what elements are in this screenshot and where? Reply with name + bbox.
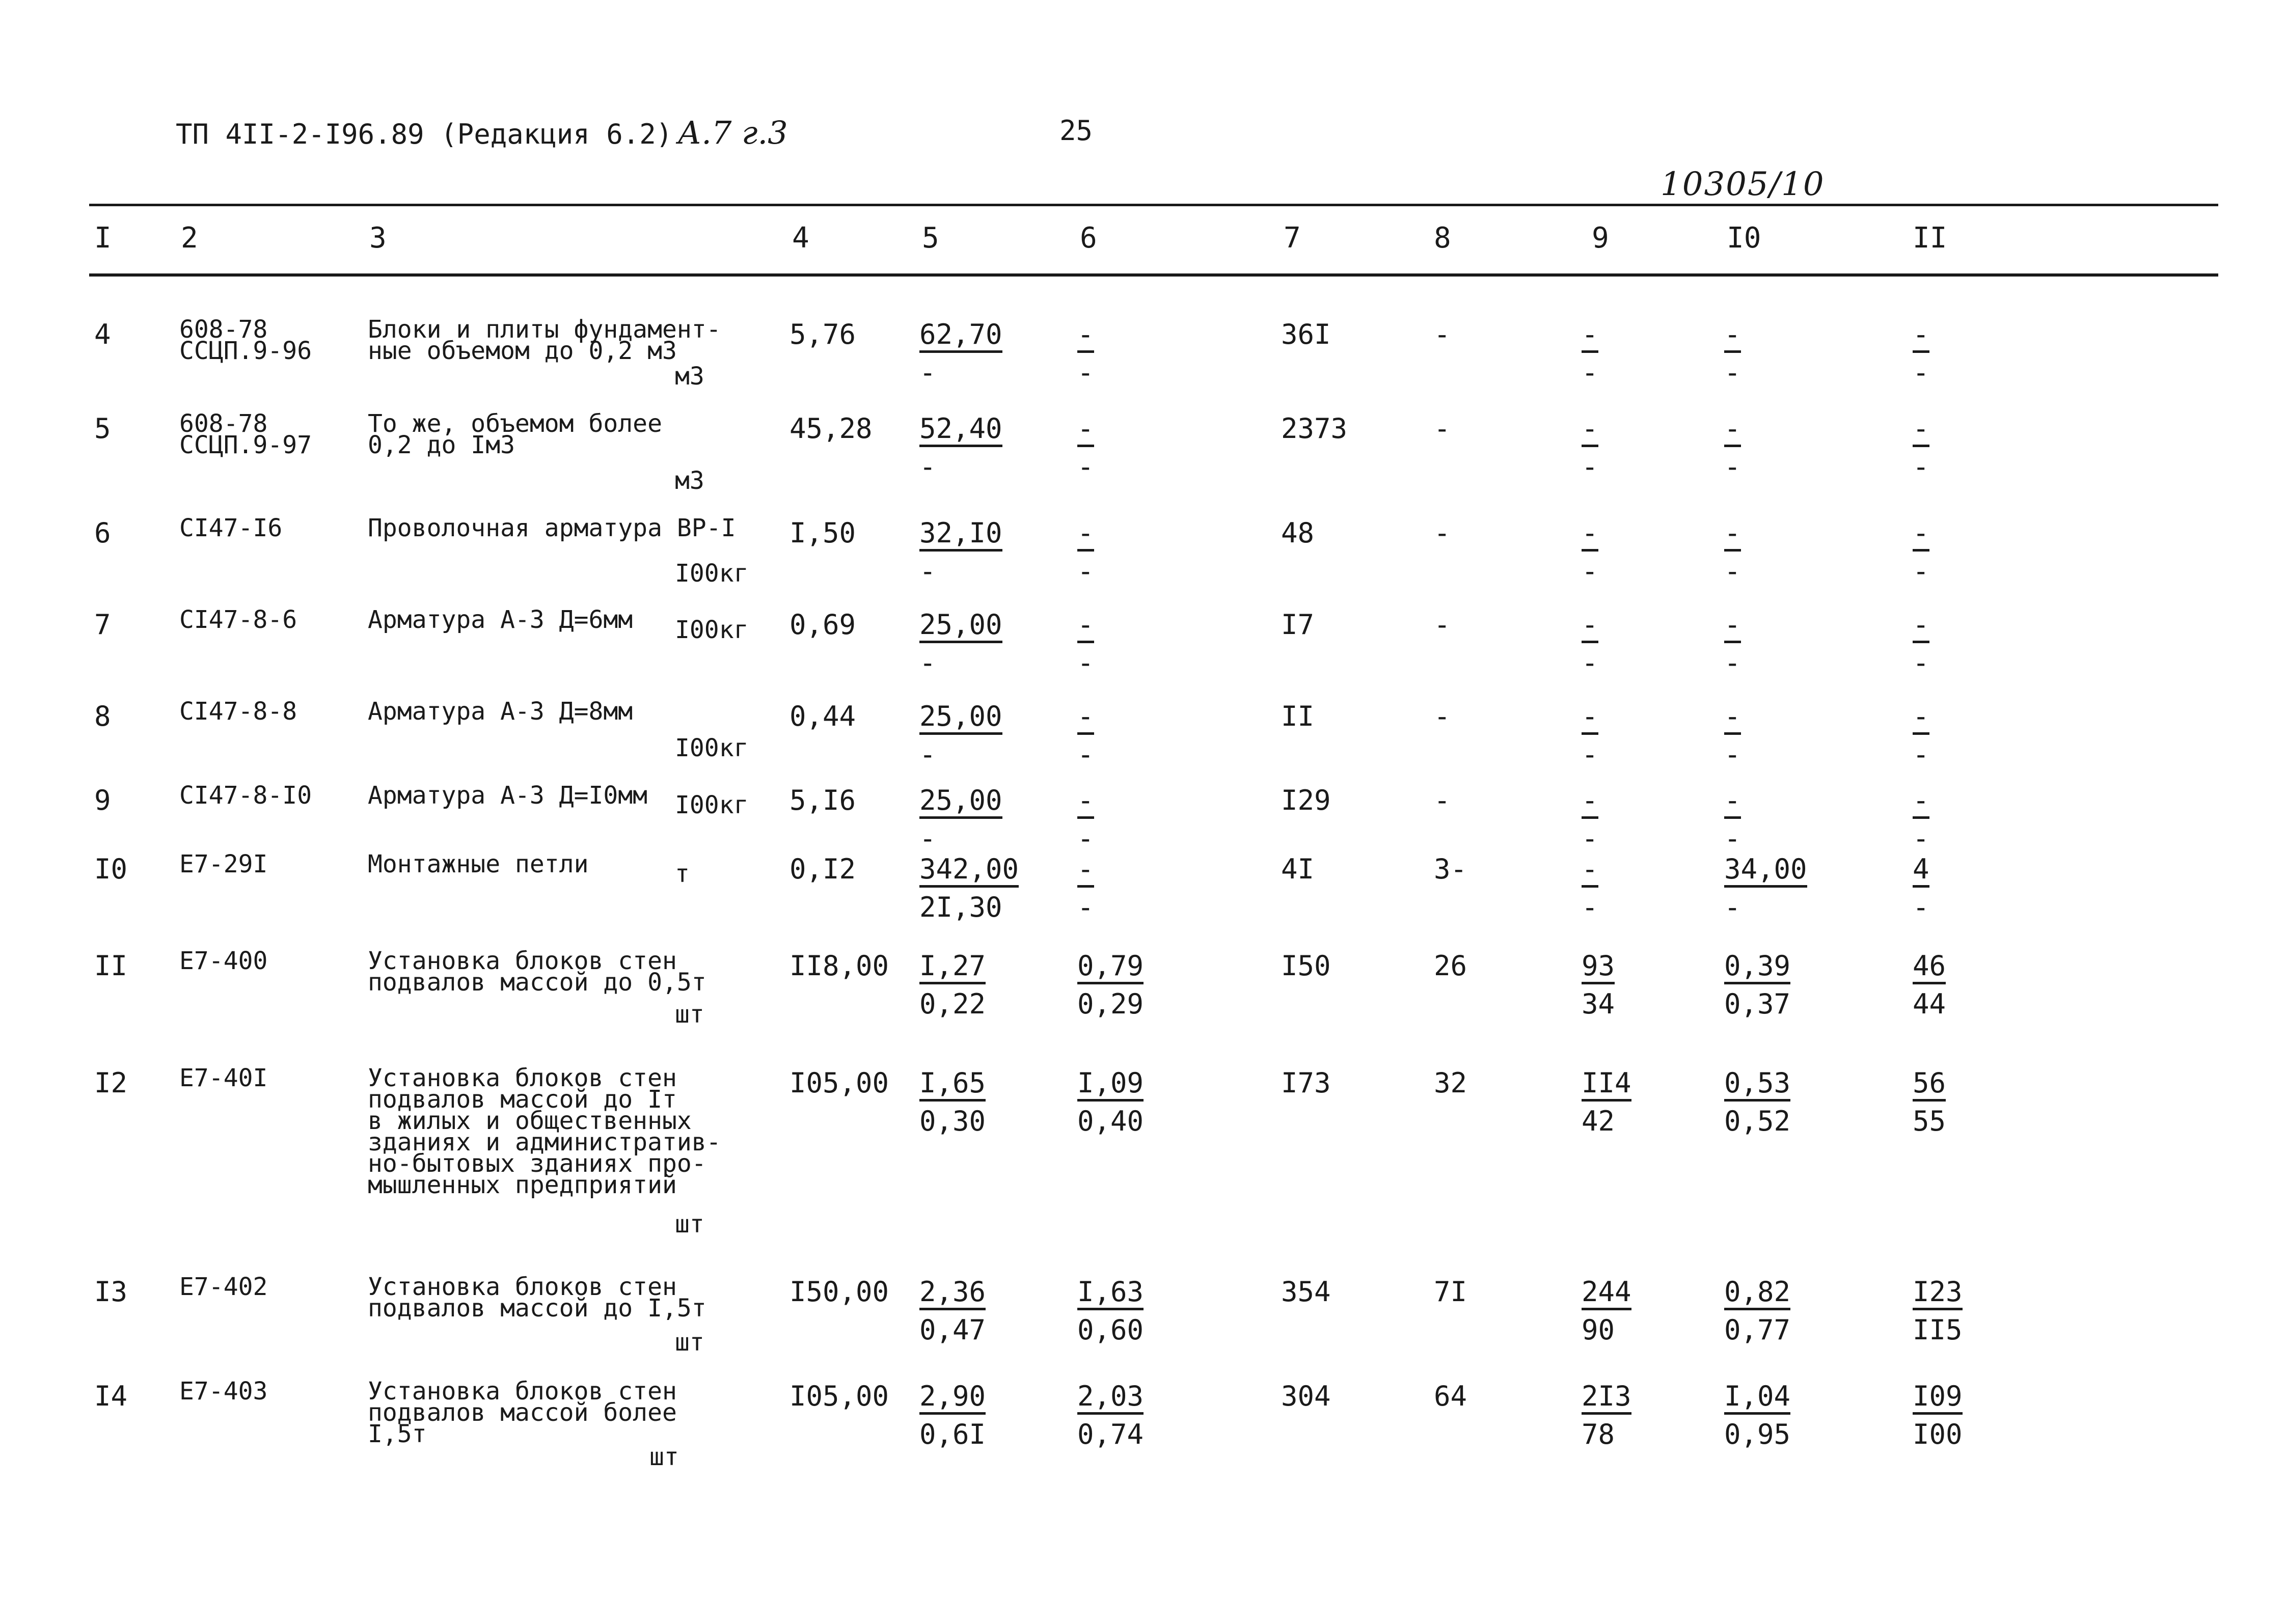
column-header: II (1913, 222, 1947, 255)
col10-value (1724, 1278, 1790, 1344)
col11-value-denominator: - (1913, 891, 1929, 923)
row-unit: I00кг (675, 734, 749, 762)
column-header: I0 (1727, 222, 1761, 255)
column-header: 7 (1284, 222, 1301, 255)
row-quantity: 0,69 (790, 609, 856, 641)
col6-value-denominator: 0,29 (1077, 988, 1144, 1020)
col9-value-numerator: 2I3 (1582, 1383, 1631, 1415)
col9-value (1582, 318, 1598, 389)
col11-value-numerator: 56 (1913, 1069, 1946, 1102)
col5-value-denominator: - (919, 822, 936, 855)
row-description: Арматура А-3 Д=6мм (368, 605, 633, 634)
row-code: 608-78 ССЦП.9-97 (179, 409, 312, 459)
col8-value: - (1434, 609, 1451, 641)
row-code: CI47-8-I0 (179, 781, 312, 810)
col11-value-denominator: - (1913, 822, 1929, 855)
row-quantity: I05,00 (790, 1067, 889, 1099)
col11-value-numerator: - (1913, 787, 1929, 819)
col10-value-denominator: 0,95 (1724, 1418, 1791, 1450)
row-number: I2 (94, 1067, 128, 1099)
col6-value-denominator: - (1077, 555, 1094, 587)
col10-value (1724, 952, 1790, 1018)
col6-value-numerator: 2,03 (1077, 1383, 1144, 1415)
col11-value-numerator: - (1913, 415, 1929, 447)
col5-value-denominator: - (919, 738, 936, 770)
col9-value-denominator: - (1582, 891, 1598, 923)
col10-value-numerator: - (1724, 519, 1741, 552)
col11-value (1913, 318, 1929, 389)
col10-value-numerator: 34,00 (1724, 856, 1807, 888)
col8-value: 64 (1434, 1380, 1467, 1412)
col5-value (919, 700, 1002, 770)
col7-value: I73 (1281, 1067, 1331, 1099)
col5-value (919, 1380, 986, 1450)
col6-value (1077, 519, 1094, 585)
col11-value-denominator: I00 (1913, 1418, 1963, 1450)
col5-value-numerator: 25,00 (919, 787, 1002, 819)
row-quantity: 45,28 (790, 412, 873, 445)
col6-value-denominator: 0,60 (1077, 1314, 1144, 1346)
col9-value-denominator: - (1582, 451, 1598, 483)
row-quantity: 0,I2 (790, 853, 856, 885)
col10-value (1724, 519, 1741, 585)
row-number: II (94, 950, 128, 982)
col11-value-denominator: - (1913, 738, 1929, 770)
row-number: I3 (94, 1276, 128, 1308)
row-unit: I00кг (675, 616, 749, 644)
col10-value-numerator: 0,39 (1724, 952, 1790, 984)
col8-value: 32 (1434, 1067, 1467, 1099)
col7-value: I50 (1281, 950, 1331, 982)
col5-value-numerator: 2,36 (919, 1278, 986, 1310)
col8-value: - (1434, 318, 1451, 350)
col9-value (1582, 1278, 1631, 1344)
col6-value-numerator: - (1077, 856, 1094, 888)
col5-value-denominator: - (919, 555, 936, 587)
col8-value: 3- (1434, 853, 1467, 885)
col9-value-denominator: - (1582, 647, 1598, 679)
row-code: CI47-I6 (179, 514, 283, 542)
col10-value-numerator: - (1724, 415, 1741, 447)
col9-value (1582, 412, 1598, 483)
column-header: 8 (1434, 222, 1451, 255)
col7-value: 36I (1281, 318, 1331, 350)
col6-value-denominator: - (1077, 647, 1094, 679)
col11-value-denominator: - (1913, 356, 1929, 389)
col5-value (919, 1069, 986, 1135)
col10-value-denominator: 0,77 (1724, 1314, 1791, 1346)
row-code: E7-400 (179, 947, 268, 975)
col5-value (919, 1278, 986, 1344)
col10-value-denominator: - (1724, 555, 1741, 587)
row-unit: I00кг (675, 559, 749, 588)
col9-value-denominator: - (1582, 822, 1598, 855)
col7-value: I7 (1281, 609, 1315, 641)
col9-value-numerator: - (1582, 321, 1598, 353)
col7-value: I29 (1281, 784, 1331, 816)
row-description: Арматура А-3 Д=8мм (368, 697, 633, 726)
col5-value-denominator: - (919, 356, 936, 389)
col5-value-denominator: 0,22 (919, 988, 986, 1020)
row-description: Установка блоков стен подвалов массой до 0,5т (368, 947, 706, 997)
col8-value: - (1434, 517, 1451, 549)
col10-value-denominator: - (1724, 891, 1741, 923)
col6-value (1077, 412, 1094, 483)
row-code: CI47-8-6 (179, 605, 297, 634)
col6-value-denominator: - (1077, 738, 1094, 770)
col6-value (1077, 1278, 1144, 1344)
row-unit: м3 (675, 362, 704, 391)
col5-value (919, 412, 1002, 483)
col7-value: 48 (1281, 517, 1315, 549)
col5-value-numerator: 62,70 (919, 321, 1002, 353)
row-number: 7 (94, 609, 111, 641)
col9-value-numerator: - (1582, 703, 1598, 735)
col6-value-numerator: - (1077, 787, 1094, 819)
col6-value (1077, 1380, 1144, 1450)
col5-value (919, 853, 1019, 923)
col9-value (1582, 700, 1598, 770)
row-unit: м3 (675, 466, 704, 495)
col10-value-numerator: I,04 (1724, 1383, 1790, 1415)
col9-value (1582, 519, 1598, 585)
col6-value-numerator: - (1077, 519, 1094, 552)
col7-value: 354 (1281, 1276, 1331, 1308)
col10-value-denominator: - (1724, 451, 1741, 483)
col6-value-numerator: - (1077, 321, 1094, 353)
col9-value (1582, 611, 1598, 677)
col9-value-denominator: 34 (1582, 988, 1615, 1020)
col10-value-numerator: - (1724, 321, 1741, 353)
col5-value-numerator: 25,00 (919, 611, 1002, 643)
col5-value-denominator: 0,47 (919, 1314, 986, 1346)
col10-value (1724, 853, 1807, 923)
row-number: 9 (94, 784, 111, 816)
row-description: Установка блоков стен подвалов массой до I,5т (368, 1273, 706, 1323)
col6-value (1077, 611, 1094, 677)
col10-value-numerator: - (1724, 703, 1741, 735)
col7-value: 4I (1281, 853, 1315, 885)
col11-value-numerator: I09 (1913, 1383, 1963, 1415)
handwritten-number: 10305/10 (1661, 166, 1825, 203)
page-number: 25 (1059, 115, 1093, 147)
col11-value (1913, 1380, 1963, 1450)
col9-value-numerator: - (1582, 611, 1598, 643)
col10-value (1724, 611, 1741, 677)
col6-value (1077, 318, 1094, 389)
row-number: 4 (94, 318, 111, 350)
col5-value-denominator: - (919, 451, 936, 483)
row-number: 6 (94, 517, 111, 549)
col10-value-numerator: - (1724, 787, 1741, 819)
col11-value-numerator: - (1913, 519, 1929, 552)
column-header: 6 (1080, 222, 1097, 255)
table-top-rule (89, 204, 2218, 206)
col11-value-denominator: 44 (1913, 988, 1946, 1020)
row-unit: I00кг (675, 791, 749, 819)
col5-value-denominator: 2I,30 (919, 891, 1002, 923)
col11-value-numerator: - (1913, 611, 1929, 643)
document-code: ТП 4II-2-I96.89 (Редакция 6.2) А.7 г.3 (176, 114, 788, 151)
col10-value (1724, 700, 1741, 770)
col10-value-denominator: - (1724, 356, 1741, 389)
col11-value (1913, 412, 1929, 483)
col10-value (1724, 412, 1741, 483)
column-header: 9 (1592, 222, 1609, 255)
col5-value (919, 784, 1002, 855)
row-unit: шт (675, 1000, 704, 1029)
col6-value-denominator: - (1077, 356, 1094, 389)
col5-value-denominator: 0,30 (919, 1105, 986, 1137)
col6-value-numerator: - (1077, 703, 1094, 735)
col7-value: II (1281, 700, 1315, 732)
col6-value-denominator: 0,74 (1077, 1418, 1144, 1450)
row-unit: шт (649, 1443, 679, 1471)
col5-value-numerator: 25,00 (919, 703, 1002, 735)
col8-value: - (1434, 700, 1451, 732)
row-description: То же, объемом более 0,2 до Iм3 (368, 409, 662, 459)
col5-value (919, 611, 1002, 677)
row-quantity: 0,44 (790, 700, 856, 732)
column-header: 2 (181, 222, 198, 255)
row-description: Блоки и плиты фундамент- ные объемом до 0,2 м3 (368, 315, 721, 365)
col8-value: 7I (1434, 1276, 1467, 1308)
row-description: Проволочная арматура ВР-I (368, 514, 736, 542)
col11-value-numerator: I23 (1913, 1278, 1963, 1310)
col5-value-numerator: 2,90 (919, 1383, 986, 1415)
row-code: E7-40I (179, 1064, 268, 1092)
col11-value-denominator: - (1913, 555, 1929, 587)
col10-value-denominator: - (1724, 647, 1741, 679)
col5-value (919, 519, 1002, 585)
column-header: I (94, 222, 112, 255)
row-quantity: I05,00 (790, 1380, 889, 1412)
col10-value-denominator: - (1724, 738, 1741, 770)
col8-value: - (1434, 412, 1451, 445)
col6-value-denominator: - (1077, 822, 1094, 855)
row-quantity: II8,00 (790, 950, 889, 982)
col9-value-denominator: - (1582, 555, 1598, 587)
col5-value-numerator: 52,40 (919, 415, 1002, 447)
col11-value (1913, 853, 1929, 923)
row-unit: т (675, 860, 690, 888)
col5-value (919, 952, 986, 1018)
col6-value (1077, 1069, 1144, 1135)
col9-value (1582, 853, 1598, 923)
col6-value-denominator: 0,40 (1077, 1105, 1144, 1137)
col9-value-numerator: 93 (1582, 952, 1615, 984)
col9-value-numerator: II4 (1582, 1069, 1631, 1102)
row-quantity: 5,76 (790, 318, 856, 350)
col5-value-numerator: 342,00 (919, 856, 1019, 888)
row-unit: шт (675, 1328, 704, 1357)
col11-value (1913, 1069, 1946, 1135)
col10-value-numerator: 0,82 (1724, 1278, 1790, 1310)
col10-value (1724, 318, 1741, 389)
col11-value-numerator: - (1913, 321, 1929, 353)
row-quantity: I50,00 (790, 1276, 889, 1308)
column-header: 5 (922, 222, 939, 255)
col6-value-numerator: - (1077, 611, 1094, 643)
col9-value-numerator: - (1582, 415, 1598, 447)
row-description: Арматура А-3 Д=I0мм (368, 781, 648, 810)
col5-value-denominator: 0,6I (919, 1418, 986, 1450)
row-code: CI47-8-8 (179, 697, 297, 726)
row-quantity: 5,I6 (790, 784, 856, 816)
col11-value (1913, 784, 1929, 855)
col8-value: 26 (1434, 950, 1467, 982)
col7-value: 2373 (1281, 412, 1348, 445)
col6-value-numerator: I,63 (1077, 1278, 1144, 1310)
col11-value (1913, 611, 1929, 677)
col5-value-numerator: 32,I0 (919, 519, 1002, 552)
row-code: E7-402 (179, 1273, 268, 1301)
row-number: I0 (94, 853, 128, 885)
row-number: 8 (94, 700, 111, 732)
col8-value: - (1434, 784, 1451, 816)
col9-value-denominator: - (1582, 738, 1598, 770)
col6-value-numerator: - (1077, 415, 1094, 447)
row-description: Установка блоков стен подвалов массой более I,5т (368, 1377, 677, 1448)
col9-value-denominator: 42 (1582, 1105, 1615, 1137)
col10-value-denominator: 0,52 (1724, 1105, 1791, 1137)
row-unit: шт (675, 1210, 704, 1238)
col9-value-numerator: 244 (1582, 1278, 1631, 1310)
col9-value-denominator: - (1582, 356, 1598, 389)
col6-value (1077, 784, 1094, 855)
col11-value-numerator: - (1913, 703, 1929, 735)
col10-value (1724, 1069, 1790, 1135)
col11-value (1913, 952, 1946, 1018)
col5-value-numerator: I,65 (919, 1069, 986, 1102)
table-header-rule (89, 273, 2218, 277)
col6-value-denominator: - (1077, 891, 1094, 923)
col11-value-denominator: II5 (1913, 1314, 1963, 1346)
row-number: I4 (94, 1380, 128, 1412)
col11-value (1913, 519, 1929, 585)
column-header: 3 (369, 222, 387, 255)
col9-value-denominator: 78 (1582, 1418, 1615, 1450)
col9-value (1582, 1380, 1631, 1450)
col11-value-numerator: 4 (1913, 856, 1929, 888)
col5-value-numerator: I,27 (919, 952, 986, 984)
col10-value-denominator: 0,37 (1724, 988, 1791, 1020)
col11-value-denominator: - (1913, 451, 1929, 483)
row-code: E7-29I (179, 850, 268, 878)
col6-value-numerator: I,09 (1077, 1069, 1144, 1102)
col9-value-numerator: - (1582, 787, 1598, 819)
col11-value-denominator: 55 (1913, 1105, 1946, 1137)
col10-value-numerator: 0,53 (1724, 1069, 1790, 1102)
col9-value-denominator: 90 (1582, 1314, 1615, 1346)
col10-value (1724, 1380, 1791, 1450)
row-quantity: I,50 (790, 517, 856, 549)
col11-value (1913, 1278, 1963, 1344)
col9-value (1582, 1069, 1631, 1135)
col6-value (1077, 853, 1094, 923)
handwritten-reference: А.7 г.3 (677, 114, 788, 151)
col6-value (1077, 700, 1094, 770)
row-code: 608-78 ССЦП.9-96 (179, 315, 312, 365)
col9-value (1582, 952, 1615, 1018)
row-code: E7-403 (179, 1377, 268, 1406)
col11-value-numerator: 46 (1913, 952, 1946, 984)
col9-value-numerator: - (1582, 519, 1598, 552)
col5-value (919, 318, 1002, 389)
row-description: Монтажные петли (368, 850, 589, 878)
col11-value-denominator: - (1913, 647, 1929, 679)
col5-value-denominator: - (919, 647, 936, 679)
row-number: 5 (94, 412, 111, 445)
col10-value-numerator: - (1724, 611, 1741, 643)
col6-value-numerator: 0,79 (1077, 952, 1144, 984)
row-description: Установка блоков стен подвалов массой до Iт в жилых и общественных зданиях и административ- но-бытовых зданиях про- мышленных предприятий (368, 1064, 721, 1199)
column-header: 4 (792, 222, 809, 255)
col6-value-denominator: - (1077, 451, 1094, 483)
col10-value (1724, 784, 1741, 855)
col7-value: 304 (1281, 1380, 1331, 1412)
col10-value-denominator: - (1724, 822, 1741, 855)
col9-value-numerator: - (1582, 856, 1598, 888)
col6-value (1077, 952, 1144, 1018)
col9-value (1582, 784, 1598, 855)
col11-value (1913, 700, 1929, 770)
